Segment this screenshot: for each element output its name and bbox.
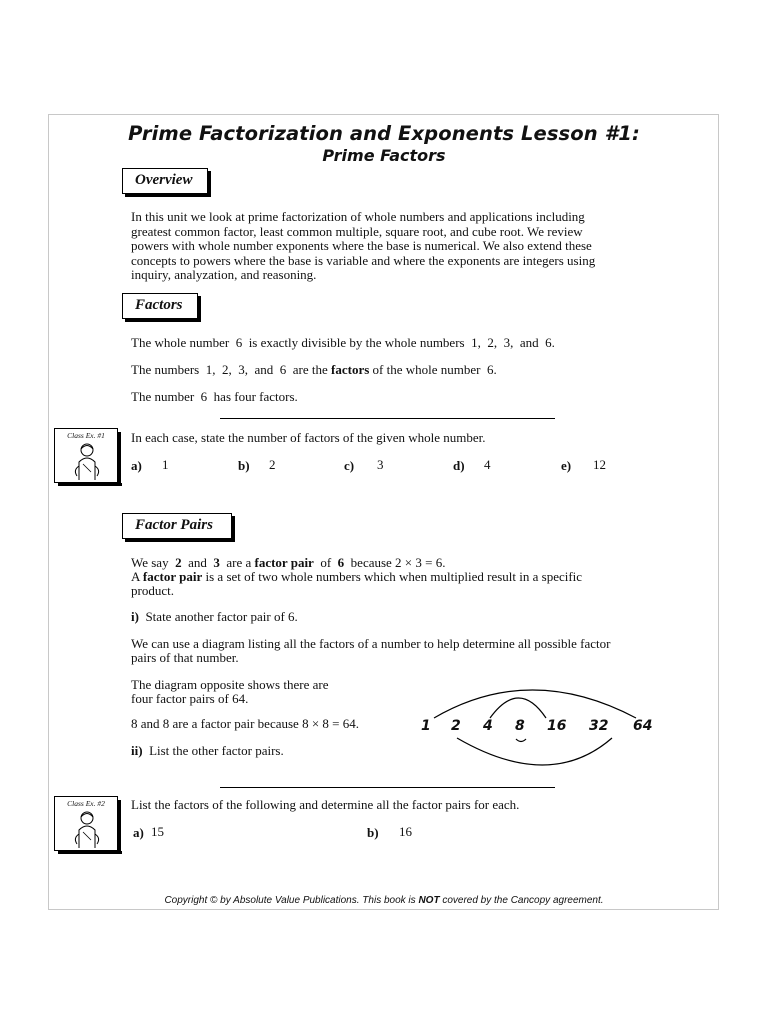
diagram-number: 4 bbox=[483, 718, 493, 734]
class-ex-2-box bbox=[54, 796, 118, 851]
factor-pairs-line-1: We say 2 and 3 are a factor pair of 6 because 2 × 3 = 6. bbox=[131, 555, 446, 570]
class-ex-2-label: Class Ex. #2 bbox=[67, 799, 105, 808]
factors-heading: Factors bbox=[122, 293, 198, 319]
class-ex-2-item-a: a) bbox=[133, 825, 144, 840]
teacher-illustration-icon bbox=[55, 440, 117, 482]
factors-line-3: The number 6 has four factors. bbox=[131, 389, 298, 404]
arc-2-32 bbox=[434, 690, 636, 718]
arc-4-16 bbox=[490, 698, 546, 718]
overview-line: In this unit we look at prime factorization of whole numbers and applications including bbox=[131, 209, 585, 224]
diagram-opposite-2: four factor pairs of 64. bbox=[131, 691, 249, 706]
class-ex-1-value-b: 2 bbox=[269, 457, 276, 472]
diagram-intro-2: pairs of that number. bbox=[131, 650, 239, 665]
class-ex-1-value-c: 3 bbox=[377, 457, 384, 472]
class-ex-1-value-d: 4 bbox=[484, 457, 491, 472]
class-ex-1-prompt: In each case, state the number of factors of the given whole number. bbox=[131, 430, 486, 445]
overview-line: powers with whole number exponents where the base is numerical. We also extend these bbox=[131, 238, 592, 253]
class-ex-1-box bbox=[54, 428, 118, 483]
class-ex-1-item-b: b) bbox=[238, 458, 250, 473]
class-ex-1-label: Class Ex. #1 bbox=[67, 431, 105, 440]
separator-rule-1 bbox=[220, 418, 555, 419]
class-ex-2-value-b: 16 bbox=[399, 824, 412, 839]
arc-8-8 bbox=[516, 739, 526, 742]
overview-heading: Overview bbox=[122, 168, 208, 194]
factor-pairs-line-2: A factor pair is a set of two whole numbers which when multiplied result in a specific bbox=[131, 569, 583, 584]
diagram-number: 64 bbox=[633, 718, 653, 734]
overview-line: greatest common factor, least common multiple, square root, and cube root. We review bbox=[131, 223, 583, 239]
factors-line-2-post: of the whole number 6. bbox=[369, 362, 497, 377]
class-ex-2-prompt: List the factors of the following and determine all the factor pairs for each. bbox=[131, 797, 520, 812]
factor-pairs-line-3: product. bbox=[131, 583, 174, 598]
factors-line-2-pre: The numbers 1, 2, 3, and 6 are the bbox=[131, 362, 332, 377]
overview-line: concepts to powers where the base is variable and where the exponents are integers using bbox=[131, 252, 596, 268]
class-ex-1-item-d: d) bbox=[453, 458, 465, 473]
class-ex-1-item-c: c) bbox=[344, 458, 355, 473]
class-ex-1-value-a: 1 bbox=[162, 457, 169, 472]
separator-rule-2 bbox=[220, 787, 555, 788]
class-ex-1-item-a: a) bbox=[131, 458, 142, 473]
class-ex-2-item-b: b) bbox=[367, 825, 379, 840]
overview-line: inquiry, analyzation, and reasoning. bbox=[131, 267, 317, 282]
overview-paragraph bbox=[131, 210, 691, 283]
diagram-number: 8 bbox=[515, 718, 525, 734]
lesson-subtitle: Prime Factors bbox=[322, 146, 446, 165]
eight-eight-pair: 8 and 8 are a factor pair because 8 × 8 = 64. bbox=[131, 716, 359, 731]
diagram-number: 16 bbox=[547, 718, 567, 734]
diagram-number: 2 bbox=[451, 718, 461, 734]
factors-line-1: The whole number 6 is exactly divisible by the whole numbers 1, 2, 3, and 6. bbox=[131, 335, 555, 350]
copyright-footer: Copyright © by Absolute Value Publications. This book is NOT covered by the Cancopy agreement. bbox=[164, 895, 604, 906]
factor-pairs-heading: Factor Pairs bbox=[122, 513, 232, 539]
diagram-number: 32 bbox=[589, 718, 609, 734]
teacher-illustration-icon bbox=[55, 808, 117, 850]
factors-line-2 bbox=[131, 362, 497, 378]
lesson-title: Prime Factorization and Exponents Lesson #1: bbox=[128, 122, 640, 145]
class-ex-1-item-e: e) bbox=[561, 458, 572, 473]
diagram-number: 1 bbox=[421, 718, 431, 734]
factor-pair-diagram bbox=[400, 674, 670, 778]
arc-1-64 bbox=[457, 738, 612, 765]
class-ex-1-value-e: 12 bbox=[593, 457, 606, 472]
question-ii: ii) List the other factor pairs. bbox=[131, 743, 284, 758]
class-ex-2-value-a: 15 bbox=[151, 824, 164, 839]
question-i: i) State another factor pair of 6. bbox=[131, 609, 298, 624]
diagram-intro-1: We can use a diagram listing all the factors of a number to help determine all possible factor bbox=[131, 636, 611, 651]
factors-term: factors bbox=[331, 362, 370, 377]
diagram-opposite-1: The diagram opposite shows there are bbox=[131, 677, 329, 692]
